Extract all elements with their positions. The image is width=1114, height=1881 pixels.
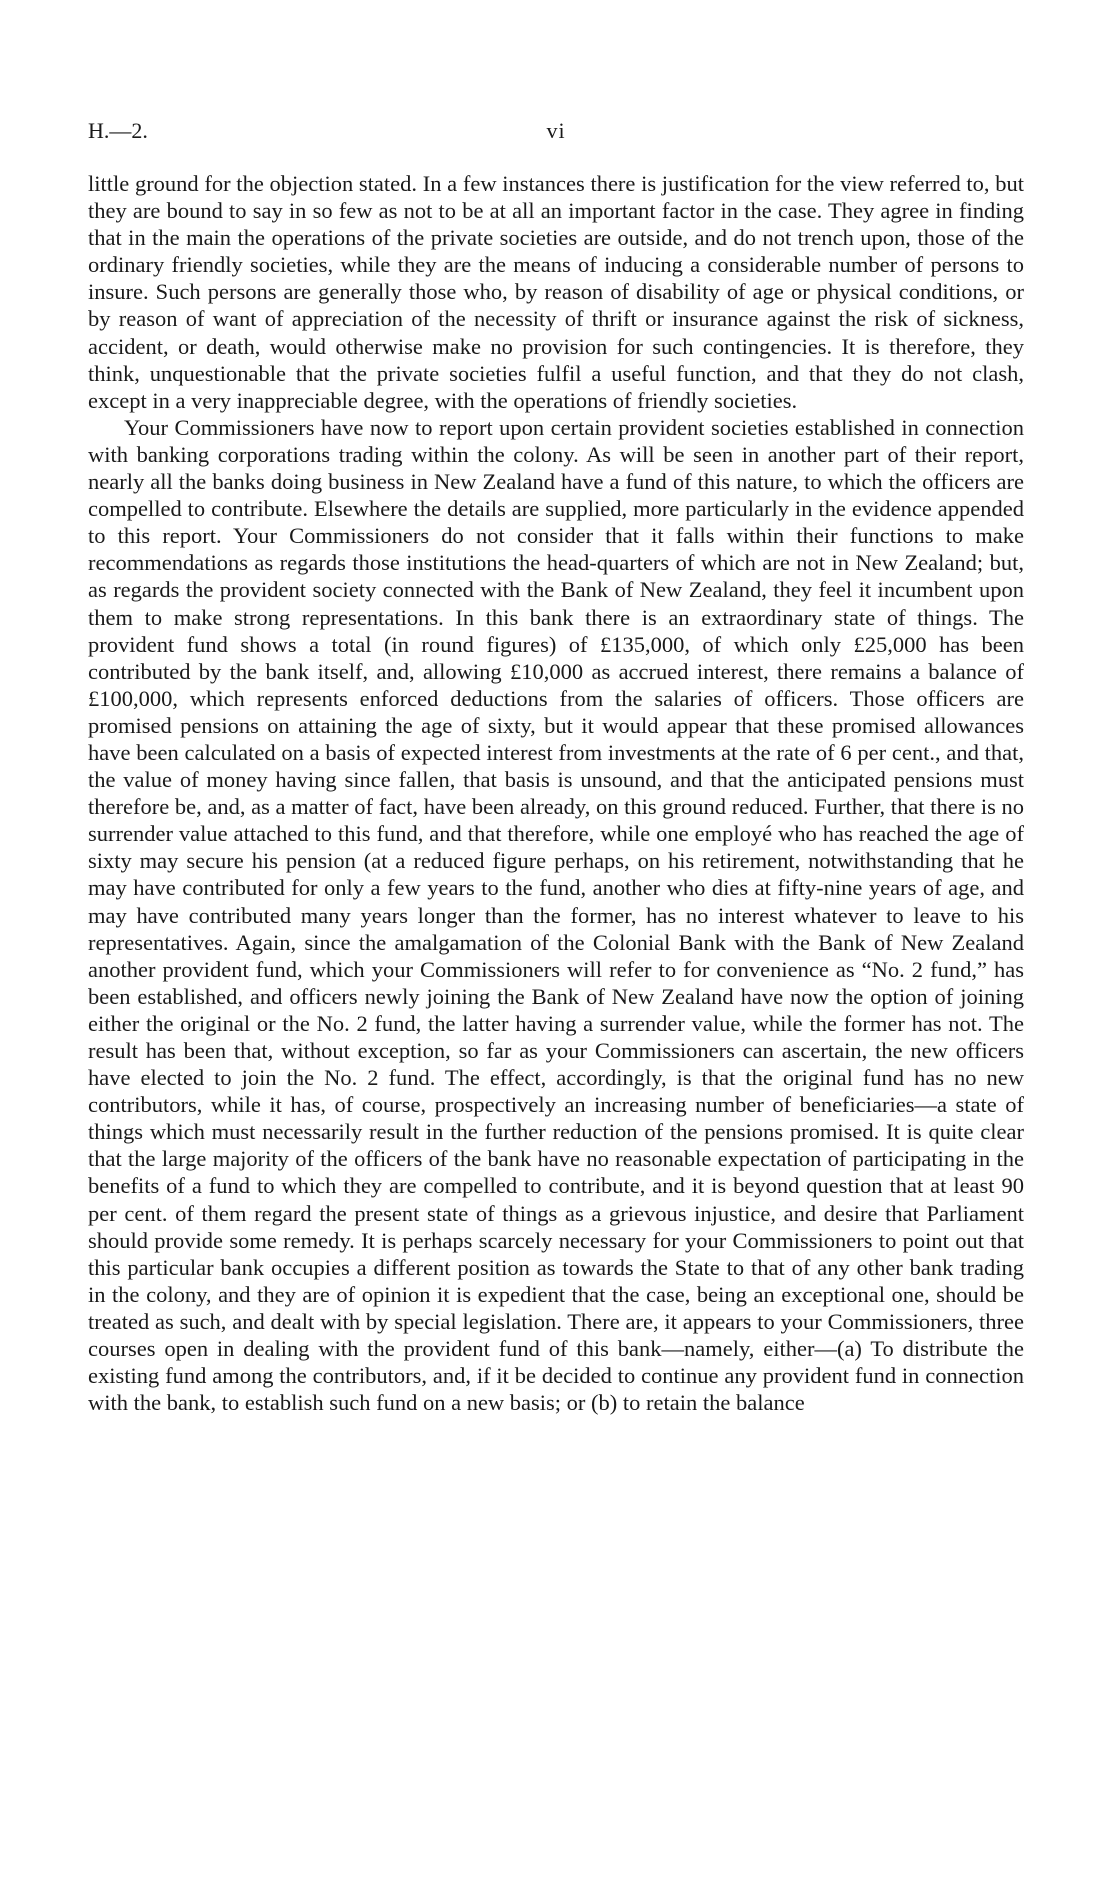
body-text: [88, 170, 1024, 1416]
paragraph-provident-societies: Your Commissioners have now to report upon certain provident societies established in connection with banking corporations trading within the colony. As will be seen in another part of their report, nearly all the banks doing business in New Zealand have a fund of this nature, to which the officers are compelled to contribute. Elsewhere the details are supplied, more particularly in the evidence appended to this report. Your Commissioners do not consider that it falls within their functions to make recommendations as regards those institutions the head-quarters of which are not in New Zealand; but, as regards the provident society connected with the Bank of New Zealand, they feel it incumbent upon them to make strong representations. In this bank there is an extraordinary state of things. The provident fund shows a total (in round figures) of £135,000, of which only £25,000 has been contributed by the bank itself, and, allowing £10,000 as accrued interest, there remains a balance of £100,000, which represents enforced deductions from the salaries of officers. Those officers are promised pensions on attaining the age of sixty, but it would appear that these promised allowances have been calculated on a basis of expected interest from investments at the rate of 6 per cent., and that, the value of money having since fallen, that basis is unsound, and that the anticipated pensions must therefore be, and, as a matter of fact, have been already, on this ground reduced. Further, that there is no surrender value attached to this fund, and that therefore, while one employé who has reached the age of sixty may secure his pension (at a reduced figure perhaps, on his retirement, notwithstanding that he may have contributed for only a few years to the fund, another who dies at fifty-nine years of age, and may have contributed many years longer than the former, has no interest whatever to leave to his representatives. Again, since the amalgamation of the Colonial Bank with the Bank of New Zealand another provident fund, which your Commissioners will refer to for convenience as “No. 2 fund,” has been established, and officers newly joining the Bank of New Zealand have now the option of joining either the original or the No. 2 fund, the latter having a surrender value, while the former has not. The result has been that, without exception, so far as your Commissioners can ascertain, the new officers have elected to join the No. 2 fund. The effect, accordingly, is that the original fund has no new contributors, while it has, of course, prospectively an increasing number of beneficiaries—a state of things which must necessarily result in the further reduction of the pensions promised. It is quite clear that the large majority of the officers of the bank have no reasonable expectation of participating in the benefits of a fund to which they are compelled to contribute, and it is beyond question that at least 90 per cent. of them regard the present state of things as a grievous injustice, and desire that Parliament should provide some remedy. It is perhaps scarcely necessary for your Commissioners to point out that this particular bank occupies a different position as towards the State to that of any other bank trading in the colony, and they are of opinion it is expedient that the case, being an exceptional one, should be treated as such, and dealt with by special legislation. There are, it appears to your Commissioners, three courses open in dealing with the provident fund of this bank—namely, either—(a) To distribute the existing fund among the contributors, and, if it be decided to continue any provident fund in connection with the bank, to establish such fund on a new basis; or (b) to retain the balance: [88, 414, 1024, 1416]
document-reference: H.—2.: [88, 118, 148, 143]
page-header: [88, 118, 1024, 152]
paragraph-continued: little ground for the objection stated. In a few instances there is justification for the view referred to, but they are bound to say in so few as not to be at all an important factor in the case. They agree in finding that in the main the operations of the private societies are outside, and do not trench upon, those of the ordinary friendly societies, while they are the means of inducing a considerable number of persons to insure. Such persons are generally those who, by reason of disability of age or physical conditions, or by reason of want of appreciation of the necessity of thrift or insurance against the risk of sickness, accident, or death, would otherwise make no provision for such contingencies. It is therefore, they think, unquestionable that the private societies fulfil a useful function, and that they do not clash, except in a very inappreciable degree, with the operations of friendly societies.: [88, 171, 1024, 413]
page-number: vi: [546, 118, 566, 143]
